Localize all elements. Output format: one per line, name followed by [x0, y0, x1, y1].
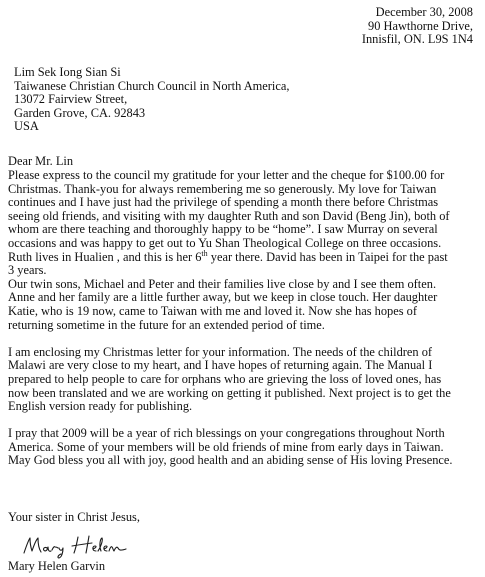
paragraph-gratitude: [8, 169, 480, 278]
body-line: America. Some of your members will be old friends of mine from early days in Taiwan.: [8, 439, 444, 454]
body-line: prepared to help people to care for orphans who are grieving the loss of loved ones, has: [8, 371, 442, 386]
body-line-part: year there. David has been in Taipei for the past: [207, 249, 448, 264]
body-line-part: Ruth lives in Hualien , and this is her 6: [8, 249, 202, 264]
ordinal-suffix: th: [201, 248, 208, 258]
recipient-address: [14, 66, 289, 134]
body-line: occasions and was happy to get out to Yu Shan Theological College on three occasions.: [8, 235, 442, 250]
body-line: Christmas. Thank-you for always remembering me so generously. My love for Taiwan: [8, 181, 437, 196]
body-line: whom are there teaching and thoroughly happy to be “home”. I saw Murray on several: [8, 222, 438, 237]
handwritten-signature: [22, 533, 142, 559]
signer-name: Mary Helen Garvin: [8, 559, 106, 573]
recipient-street: 13072 Fairview Street,: [14, 92, 128, 107]
body-line: I pray that 2009 will be a year of rich blessings on your congregations throughout North: [8, 426, 445, 441]
sender-block: [362, 6, 473, 47]
closing-line: Your sister in Christ Jesus,: [8, 510, 140, 524]
body-line: Katie, who is 19 now, came to Taiwan with me and loved it. Now she has hopes of: [8, 303, 417, 318]
body-line: 3 years.: [8, 263, 47, 278]
body-line: English version ready for publishing.: [8, 399, 193, 414]
letter-body: [8, 169, 480, 482]
recipient-city: Garden Grove, CA. 92843: [14, 105, 146, 120]
salutation: Dear Mr. Lin: [8, 154, 74, 168]
body-line: Anne and her family are a little further away, but we keep in close touch. Her daughter: [8, 290, 438, 305]
body-line: returning sometime in the future for an extended period of time.: [8, 317, 325, 332]
body-line: [8, 248, 480, 265]
body-line: Our twin sons, Michael and Peter and their families live close by and I see them often.: [8, 276, 437, 291]
paragraph-blessing: [8, 427, 480, 468]
body-line: I am enclosing my Christmas letter for your information. The needs of the children of: [8, 344, 433, 359]
body-line: seeing old friends, and visiting with my daughter Ruth and son David (Beng Jin), both of: [8, 208, 450, 223]
body-line: Malawi are very close to my heart, and I have hopes of returning again. The Manual I: [8, 358, 433, 373]
body-line: now been translated and we are working on getting it published. Next project is to get the: [8, 385, 451, 400]
body-line: May God bless you all with joy, good health and an abiding sense of His loving Presence.: [8, 453, 453, 468]
recipient-name: Lim Sek Iong Sian Si: [14, 65, 121, 79]
paragraph-malawi: [8, 346, 480, 414]
recipient-organization: Taiwanese Christian Church Council in North America,: [14, 78, 290, 93]
body-line: Please express to the council my gratitude for your letter and the cheque for $100.00 for: [8, 168, 445, 182]
paragraph-family: [8, 278, 480, 332]
sender-street: 90 Hawthorne Drive,: [368, 18, 473, 33]
recipient-country: USA: [14, 119, 39, 134]
sender-city: Innisfil, ON. L9S 1N4: [361, 32, 473, 47]
body-line: continues and I have just had the privilege of spending a month there before Christmas: [8, 195, 439, 210]
letter-date: December 30, 2008: [375, 5, 473, 19]
